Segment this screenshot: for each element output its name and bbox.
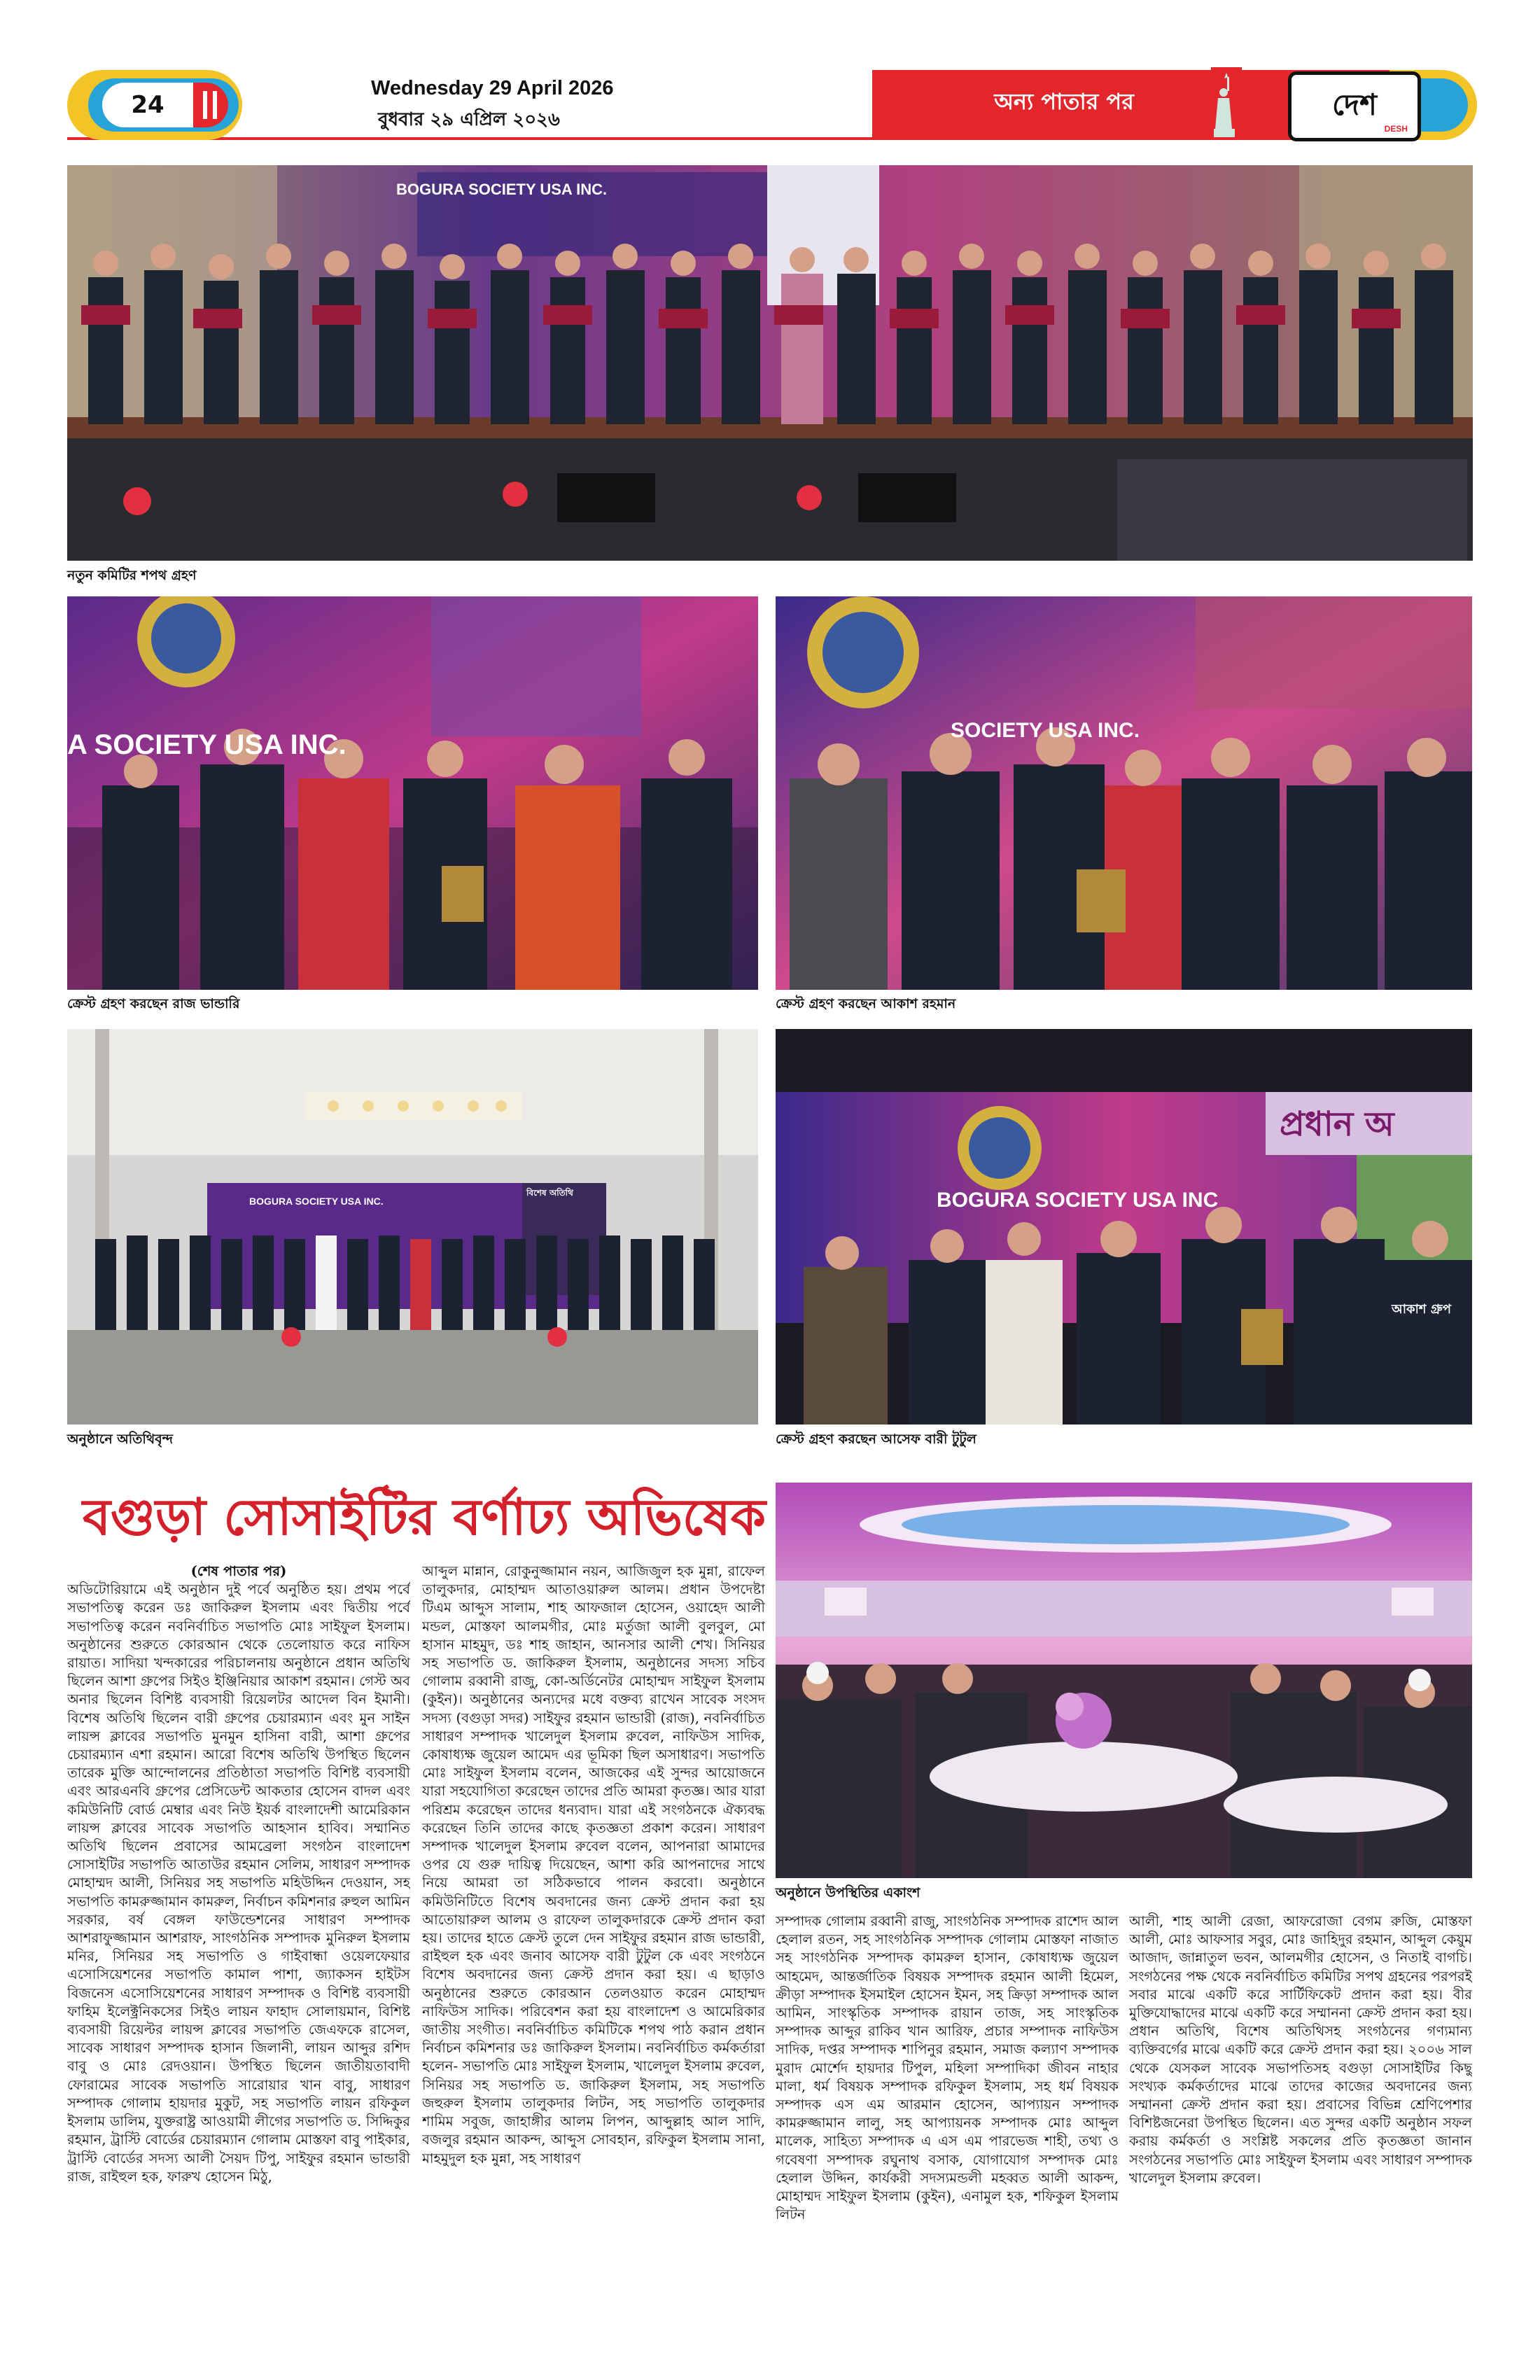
caption-crest-raj-bhandari: ক্রেস্ট গ্রহণ করছেন রাজ ভান্ডারি xyxy=(67,996,240,1011)
photo-audience xyxy=(776,1483,1472,1878)
photo-crest-akash-rahman xyxy=(776,596,1472,990)
article-column-3 xyxy=(776,1912,1119,2360)
caption-guests: অনুষ্ঠানে অতিথিবৃন্দ xyxy=(67,1432,173,1447)
caption-crest-asef-bari-tutul: ক্রেস্ট গ্রহণ করছেন আসেফ বারী টুটুল xyxy=(776,1432,976,1447)
article-headline: বগুড়া সোসাইটির বর্ণাঢ্য অভিষেক xyxy=(82,1487,766,1546)
photo-banner-text: BOGURA SOCIETY USA INC xyxy=(937,1189,1219,1212)
screen-label: প্রধান অ xyxy=(1280,1105,1394,1144)
article-column-1 xyxy=(67,1562,410,2360)
article-byline: (শেষ পাতার পর) xyxy=(190,1563,287,1579)
article-text: অডিটোরিয়ামে এই অনুষ্ঠান দুই পর্বে অনুষ্ঠিত হয়। প্রথম পর্বে সভাপতিত্ব করেন ডঃ জাকিরুল ইসলাম এবং দ্বিতীয় পর্বে সভাপতিত্ব করেন নবনির্বাচিত সভাপতি মোঃ সাইফুল ইসলাম। অনুষ্ঠানের শুরুতে কোরআন থেকে তেলোয়াত করে নাফিস রায়াত। সাদিয়া খন্দকারের পরিচালনায় অনুষ্ঠানে প্রধান অতিথি ছিলেন আশা গ্রুপের সিইও ইঞ্জিনিয়ার আকাশ রহমান। গেস্ট অব অনার ছিলেন বিশিষ্ট ব্যবসায়ী রিয়েলটর আদেল বিন ইমানী। বিশেষ অতিথি ছিলেন বারী গ্রুপের চেয়ারম্যান এবং মুন সাইন লায়ন্স ক্লাবের সভাপতি মুনমুন হাসিনা বারী, আশা গ্রুপের চেয়ারম্যান এশা রহমান। আরো বিশেষ অতিথি উপস্থিত ছিলেন তারেক মুক্তি আন্দোলনের প্রতিষ্ঠাতা সভাপতি বিশিষ্ট ব্যবসায়ী এবং আরএনবি গ্রুপের প্রেসিডেন্ট আকতার হোসেন বাদল এবং কমিউনিটি বোর্ড মেম্বার এবং নিউ ইয়র্ক বাংলাদেশী আমেরিকান লায়ন্স ক্লাবের সাবেক সভাপতি আহসান হাবিব। সম্মানিত অতিথি ছিলেন প্রবাসের আমব্রেলা সংগঠন বাংলাদেশ সোসাইটির সভাপতি আতাউর রহমান সেলিম, সাধারণ সম্পাদক মোহাম্মদ আলী, সিনিয়র সহ সভাপতি মহিউদ্দিন দেওয়ান, সহ সভাপতি কামরুজ্জামান কামরুল, নির্বাচন কমিশনার রুহুল আমিন সরকার, বর্ষ বেঙ্গল ফাউন্ডেশনের সাধারণ সম্পাদক আশরাফুজ্জামান আশরাফ, সাংগঠনিক সম্পাদক মুনিরুল ইসলাম মনির, সিনিয়র সহ সভাপতি ও গাইবান্ধা ওয়েলফেয়ার এসোসিয়েশনের সভাপতি কামাল পাশা, জ্যাকসন হাইটস বিজনেস এসোসিয়েশনের সাধারণ সম্পাদক ও বিশিষ্ট ব্যবসায়ী ফাহিম ইলেক্ট্রনিকসের সিইও লায়ন ফাহাদ সোলায়মান, বিশিষ্ট ব্যবসায়ী রিয়েল্টর লায়ন্স ক্লাবের সভাপতি জেএফকে রাসেল, সাবেক সাধারণ সম্পাদক হাসান জিলানী, লায়ন আব্দুর রশিদ বাবু ও মোঃ রেদওয়ান। উপস্থিত ছিলেন জাতীয়তাবাদী ফোরামের সাবেক সভাপতি সারোয়ার খান বাবু, সাধারণ সম্পাদক গোলাম হায়দার মুকুট, সহ সভাপতি লায়ন রফিকুল ইসলাম ডালিম, যুক্তরাষ্ট্র আওয়ামী লীগের সভাপতি ড. সিদ্দিকুর রহমান, ট্রাস্টি বোর্ডের চেয়ারম্যান গোলাম মোস্তফা বাবু পাইকার, ট্রাস্টি বোর্ডের সদস্য আলী সৈয়দ টিপু, সাইফুর রহমান ভান্ডারী রাজ, রাইহুল হক, ফারুখ হোসেন মিঠু, xyxy=(67,1581,410,2185)
photo-banner-text: SOCIETY USA INC. xyxy=(951,719,1140,742)
caption-crest-akash-rahman: ক্রেস্ট গ্রহণ করছেন আকাশ রহমান xyxy=(776,996,956,1011)
photo-crest-asef-bari-tutul xyxy=(776,1029,1472,1424)
page-number: 24 xyxy=(131,91,164,119)
photo-guests xyxy=(67,1029,758,1424)
caption-audience: অনুষ্ঠানে উপস্থিতির একাংশ xyxy=(776,1885,920,1900)
photo-banner-text: BOGURA SOCIETY USA INC. xyxy=(249,1196,384,1207)
photo-oath-taking xyxy=(67,165,1473,561)
page-number-pill xyxy=(67,70,242,140)
date-bangla: বুধবার ২৯ এপ্রিল ২০২৬ xyxy=(378,109,560,130)
statue-of-liberty-icon xyxy=(1211,67,1242,140)
caption-oath-taking: নতুন কমিটির শপথ গ্রহণ xyxy=(67,568,197,583)
date-english: Wednesday 29 April 2026 xyxy=(371,77,614,99)
photo-banner-text: A SOCIETY USA INC. xyxy=(67,729,346,760)
screen-sub: আকাশ গ্রুপ xyxy=(1392,1302,1451,1317)
photo-banner-text: BOGURA SOCIETY USA INC. xyxy=(396,181,608,198)
screen-label: বিশেষ অতিথি xyxy=(526,1188,573,1198)
newspaper-logo: দেশ DESH xyxy=(1288,71,1421,141)
article-column-4 xyxy=(1129,1912,1472,2360)
article-text: আলী, শাহ আলী রেজা, আফরোজা বেগম রুজি, মোস্তফা আলী, মোঃ আফসার সবুর, মোঃ জাহিদুর রহমান, আব্দুল কেয়ুম আজাদ, জান্নাতুল ভবন, আলমগীর হোসেন, ও নিতাই বাগচি। সংগঠনের পক্ষ থেকে নবনির্বাচিত কমিটির সপথ গ্রহনের পরপরই সবার মাঝে একটি করে সার্টিফিকেট প্রদান করা হয়। বীর মুক্তিযোদ্ধাদের মাঝে একটি করে সম্মাননা ক্রেস্ট প্রদান করা হয়। প্রধান অতিথি, বিশেষ অতিথিসহ সংগঠনের গণ্যমান্য ব্যক্তিবর্গের মাঝে একটি করে ক্রেস্ট প্রদান করা হয়। ২০০৬ সাল থেকে যেসকল সাবেক সভাপতিসহ বগুড়া সোসাইটির কিছু সংখ্যক কর্মকর্তাদের মাঝে তাদের কাজের অবদানের জন্য সম্মাননা ক্রেস্ট প্রদান করা হয়। প্রবাসের বিভিন্ন শ্রেণিপেশার বিশিষ্টজনেরা উপস্থিত ছিলেন। এত সুন্দর একটি অনুষ্ঠান সফল করায় কর্মকর্তা ও সংশ্লিষ্ট সকলের প্রতি কৃতজ্ঞতা জানান সংগঠনের সভাপতি মোঃ সাইফুল ইসলাম এবং সাধারণ সম্পাদক খালেদুল ইসলাম রুবেল। xyxy=(1129,1913,1472,2186)
article-text: সম্পাদক গোলাম রব্বানী রাজু, সাংগঠনিক সম্পাদক রাশেদ আল হেলাল রতন, সহ সাংগঠনিক সম্পাদক গোলাম মোস্তফা নাজাত সহ সাংগঠনিক সম্পাদক কামরুল হাসান, কোষাধ্যক্ষ জুয়েল আহমেদ, আন্তর্জাতিক বিষয়ক সম্পাদক রহমান আলী হিমেল, ক্রীড়া সম্পাদক ইসমাইল হোসেন ইমন, সহ ক্রিড়া সম্পাদক আল আমিন, সাংস্কৃতিক সম্পাদক রায়ান তাজ, সহ সাংস্কৃতিক সম্পাদক আব্দুর রাকিব খান আরিফ, প্রচার সম্পাদক নাফিউস সাদিক, দপ্তর সম্পাদক শাপিনুর রহমান, সমাজ কল্যাণ সম্পাদক মুরাদ মোর্শেদ হায়দার টিপুল, মহিলা সম্পাদিকা জীবন নাহার মালা, ধর্ম বিষয়ক সম্পাদক রফিকুল ইসলাম, সহ ধর্ম বিষয়ক সম্পাদক এস এম আরমান হোসেন, আপ্যায়ন সম্পাদক কামরুজ্জামান লালু, সহ আপ্যায়নক সম্পাদক মোঃ আব্দুল মালেক, সাহিত্য সম্পাদক এ এস এম পারভেজ শাহী, তথ্য ও গবেষণা সম্পাদক রঘুনাথ বসাক, যোগাযোগ সম্পাদক মোঃ হেলাল উদ্দিন, কার্যকরী সদস্যমন্ডলী মহব্বত আলী আকন্দ, মোহাম্মদ সাইফুল ইসলাম (কুইন), এনামুল হক, শফিকুল ইসলাম লিটন xyxy=(776,1913,1119,2223)
section-title: অন্য পাতার পর xyxy=(994,88,1134,115)
article-column-2 xyxy=(422,1562,765,2360)
photo-crest-raj-bhandari xyxy=(67,596,758,990)
article-text: আব্দুল মান্নান, রোকুনুজ্জামান নয়ন, আজিজুল হক মুন্না, রাফেল তালুকদার, মোহাম্মদ আতাওয়ারুল আলম। প্রধান উপদেষ্টা টিএম আব্দুস সালাম, শাহ আফজাল হোসেন, ওয়াহেদ আলী মন্ডল, মোস্তফা আলমগীর, মোঃ মর্তুজা আলী বুলবুল, মো হাসান মাহমুদ, ডঃ শাহ জাহান, আনসার আলী শেখ। সিনিয়র সহ সভাপতি ড. জাকিরুল ইসলাম, অনুষ্ঠানের সদস্য সচিব গোলাম রব্বানী রাজু, কো-অর্ডিনেটর মোহাম্মদ সাইফুল ইসলাম (কুইন)। অনুষ্ঠানের অন্যদের মধে বক্তব্য রাখেন সাবেক সংসদ সদস্য (বগুড়া সদর) সাইফুর রহমান ভান্ডারী (রাজ), নবনির্বাচিত সাধারণ সম্পাদক খালেদুল ইসলাম রুবেল, নাফিউস সাদিক, কোষাধ্যক্ষ জুয়েল আমেদ এর ভূমিকা ছিল অসাধারণ। সভাপতি মোঃ সাইফুল ইসলাম বলেন, আজকের এই সুন্দর আয়োজনে যারা সহযোগিতা করেছেন তাদের প্রতি আমরা কৃতজ্ঞ। আর যারা পরিশ্রম করেছেন তাদের ধন্যবাদ। যারা এই সংগঠনকে ঐক্যবদ্ধ করেছেন তিনি তাদের কাছে কৃতজ্ঞতা প্রকাশ করেন। সাধারণ সম্পাদক খালেদুল ইসলাম রুবেল বলেন, আপনারা আমাদের ওপর যে গুরু দায়িত্ব দিয়েছেন, আশা করি আপনাদের সাথে নিয়ে আমরা তা সঠিকভাবে পালন করবো। অনুষ্ঠানে কমিউনিটিতে বিশেষ অবদানের জন্য ক্রেস্ট প্রদান করা হয় আতোয়ারুল আলম ও রাফেল তালুকদারকে ক্রেস্ট প্রদান করা হয়। তাদের হাতে ক্রেস্ট তুলে দেন সাইফুর রহমান রাজ ভান্ডারী, রাইহুল হক এবং জনাব আসেফ বারী টুটুল কে এবং সংগঠনে বিশেষ অবদানের জন্য ক্রেস্ট প্রদান করা হয়। এ ছাড়াও অনুষ্ঠানের শুরুতে কোরআন তেলওয়াত করেন মোহাম্মদ নাফিউস সাদিক। পরিবেশন করা হয় বাংলাদেশ ও আমেরিকার জাতীয় সংগীত। নবনির্বাচিত কমিটিকে শপথ পাঠ করান প্রধান নির্বাচন কমিশনার ডঃ জাকিরুল ইসলাম। নবনির্বাচিত কর্মকর্তারা হলেন- সভাপতি মোঃ সাইফুল ইসলাম, খালেদুল ইসলাম রুবেল, সিনিয়র সহ সভাপতি ড. জাকিরুল ইসলাম, সহ সভাপতি জহুরুল ইসলাম তালুকদার লিটন, সহ সভাপতি তালুকদার শামিম সবুজ, জাহাঙ্গীর আলম লিপন, আব্দুল্লাহ আল সাদি, বজলুর রহমান আকন্দ, আব্দুস সোবহান, রফিকুল ইসলাম সানা, মাহমুদুল হক মুন্না, সহ সাধারণ xyxy=(422,1563,765,2166)
